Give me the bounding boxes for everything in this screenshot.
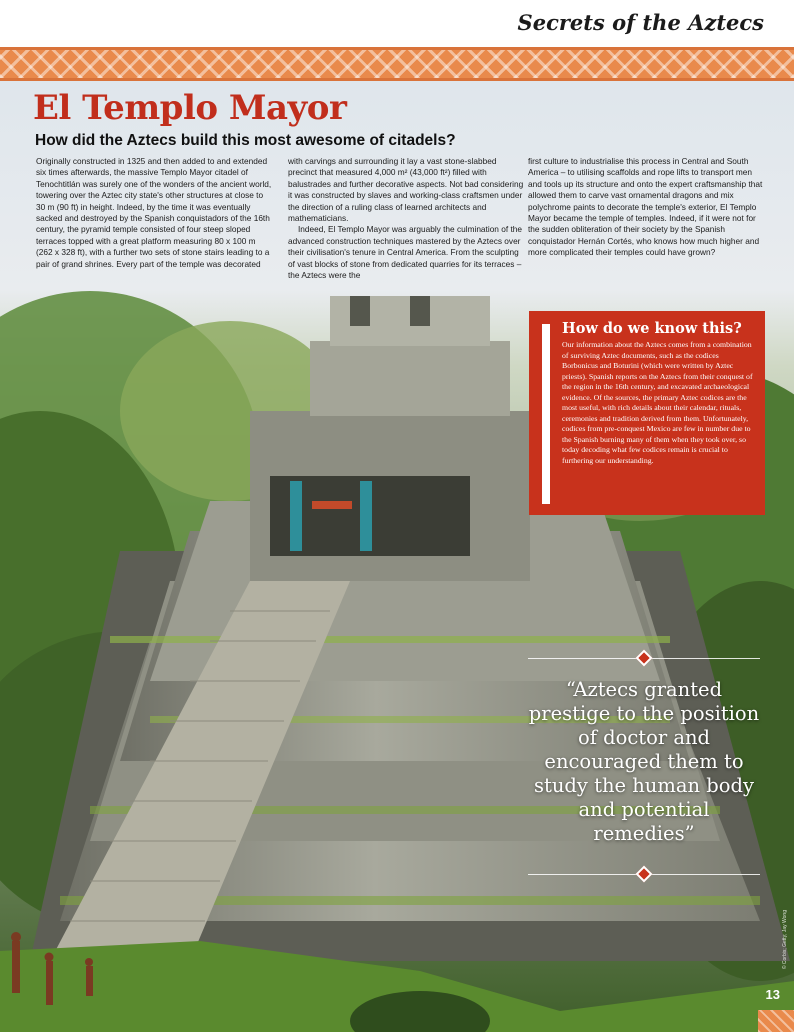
article-column-1 — [36, 156, 274, 270]
pull-quote — [528, 650, 760, 880]
article-column-2 — [288, 156, 526, 281]
article-paragraph: Indeed, El Templo Mayor was arguably the culmination of the advanced construction techniques mastered by the Aztecs over their civilisation's tenure in Central America. From the sculpting of vast blocks of stone from dedicated quarries for its terraces – the Aztecs were the — [288, 224, 522, 281]
section-title: Secrets of the Aztecs — [517, 10, 764, 35]
article-paragraph: Originally constructed in 1325 and then added to and extended six times afterwards, the massive Templo Mayor citadel of Tenochtitlán was surely one of the wonders of the ancient world, towering over the Aztec city state's other structures at close to 30 m (90 ft) in height. Indeed, by the time it was eventually sacked and destroyed by the Spanish conquistadors of the 16th century, the pyramid temple consisted of four steep sloped terraces topped with a great platform measuring 80 x 100 m (262 x 328 ft), with a further two sets of stone stairs leading to a pair of grand shrines. Every part of the temple was decorated — [36, 156, 272, 269]
box-title: How do we know this? — [562, 320, 742, 337]
article-standfirst: How did the Aztecs build this most awesome of citadels? — [35, 132, 456, 149]
image-credit: © Corbis; Getty; Jay Wong — [782, 910, 788, 970]
box-body: Our information about the Aztecs comes from a combination of surviving Aztec documents, such as the codices Borbonicus and Boturini (which were written by Aztec priests). Spanish reports on the Aztecs from their conquest of the region in the 16th century, and excavated archaeological evidence. Of the sources, the primary Aztec codices are the most useful, with rich details about their calendar, rituals, ceremonies and tradition derived from them. Unfortunately, codices from pre-conquest Mexico are few in number due to the Spanish burning many of them when they took over, so today decoding what few codices remain is crucial to furthering our understanding. — [562, 340, 753, 465]
pull-quote-text: “Aztecs granted prestige to the position of doctor and encouraged them to study the human body and potential remedies” — [528, 678, 760, 845]
article-headline: El Templo Mayor — [33, 88, 347, 128]
aztec-pattern-band — [0, 47, 794, 81]
article-paragraph: with carvings and surrounding it lay a vast stone-slabbed precinct that measured 4,000 m² (43,000 ft²) filled with balustrades and further decorative aspects. Not bad considering it was constructed by slaves and working-class craftsmen under the direction of a ruling class of learned architects and mathematicians. — [288, 156, 524, 224]
article-column-3 — [528, 156, 766, 259]
box-accent-bar — [542, 324, 550, 504]
article-paragraph: first culture to industrialise this process in Central and South America – to utilising scaffolds and rope lifts to transport men and tools up its structure and onto the expert craftsmanship that allowed them to carve vast ornamental dragons and mix polychrome paints to decorate the temple's exterior, El Templo Mayor became the temple of temples. Indeed, if it were not for the sudden obliteration of their society by the Spanish conquistador Hernán Cortés, who knows how much higher and more complicated their temples could have grown? — [528, 156, 763, 258]
page-header — [0, 0, 794, 50]
how-do-we-know-box — [529, 311, 765, 515]
page-number: 13 — [765, 987, 780, 1002]
corner-pattern — [758, 1010, 794, 1032]
diamond-icon — [636, 866, 653, 883]
diamond-icon — [636, 650, 653, 667]
